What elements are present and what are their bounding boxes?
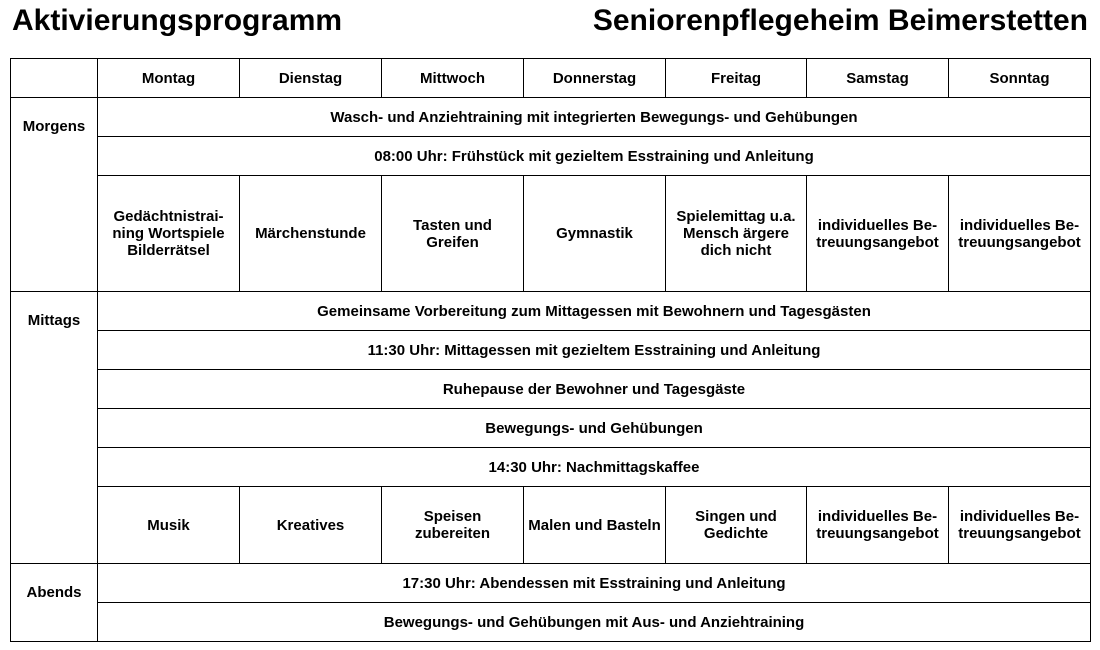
table-row [11, 98, 1091, 137]
table-row [11, 448, 1091, 487]
day-header: Sonntag [949, 59, 1091, 98]
table-row [11, 370, 1091, 409]
day-header: Mittwoch [382, 59, 524, 98]
activity-cell: Malen und Basteln [524, 487, 666, 564]
period-label-evening: Abends [11, 564, 98, 642]
schedule-entry: Bewegungs- und Gehübungen [98, 409, 1091, 448]
activity-cell: Gymnastik [524, 176, 666, 292]
activity-cell: individuelles Be- treuungsangebot [807, 487, 949, 564]
activity-cell: Gedächtnistrai- ning Wortspiele Bilderrätsel [98, 176, 240, 292]
period-label-midday: Mittags [11, 292, 98, 564]
table-row [11, 137, 1091, 176]
activity-cell: Tasten und Greifen [382, 176, 524, 292]
activity-cell: Singen und Gedichte [666, 487, 807, 564]
activity-cell: Spielemittag u.a. Mensch ärgere dich nicht [666, 176, 807, 292]
schedule-entry: Wasch- und Anziehtraining mit integrierten Bewegungs- und Gehübungen [98, 98, 1091, 137]
schedule-table [10, 58, 1091, 642]
period-label-morning: Morgens [11, 98, 98, 292]
schedule-entry: Bewegungs- und Gehübungen mit Aus- und Anziehtraining [98, 603, 1091, 642]
day-header: Samstag [807, 59, 949, 98]
schedule-entry: Gemeinsame Vorbereitung zum Mittagessen mit Bewohnern und Tagesgästen [98, 292, 1091, 331]
schedule-entry: 17:30 Uhr: Abendessen mit Esstraining und Anleitung [98, 564, 1091, 603]
day-header: Dienstag [240, 59, 382, 98]
corner-cell [11, 59, 98, 98]
activity-row [11, 176, 1091, 292]
schedule-entry: Ruhepause der Bewohner und Tagesgäste [98, 370, 1091, 409]
page-title: Aktivierungsprogramm [12, 4, 343, 37]
activity-cell: individuelles Be- treuungsangebot [949, 487, 1091, 564]
day-header: Donnerstag [524, 59, 666, 98]
activity-cell: individuelles Be- treuungsangebot [949, 176, 1091, 292]
table-row [11, 603, 1091, 642]
activity-cell: Kreatives [240, 487, 382, 564]
day-header: Montag [98, 59, 240, 98]
table-row [11, 292, 1091, 331]
activity-cell: Musik [98, 487, 240, 564]
schedule-entry: 11:30 Uhr: Mittagessen mit gezieltem Esstraining und Anleitung [98, 331, 1091, 370]
activity-cell: Speisen zubereiten [382, 487, 524, 564]
table-row [11, 564, 1091, 603]
header-row [11, 59, 1091, 98]
table-row [11, 331, 1091, 370]
activity-cell: Märchenstunde [240, 176, 382, 292]
facility-name: Seniorenpflegeheim Beimerstetten [592, 4, 1088, 37]
schedule-entry: 14:30 Uhr: Nachmittagskaffee [98, 448, 1091, 487]
schedule-entry: 08:00 Uhr: Frühstück mit gezieltem Esstraining und Anleitung [98, 137, 1091, 176]
table-row [11, 409, 1091, 448]
activity-cell: individuelles Be- treuungsangebot [807, 176, 949, 292]
activity-row [11, 487, 1091, 564]
day-header: Freitag [666, 59, 807, 98]
